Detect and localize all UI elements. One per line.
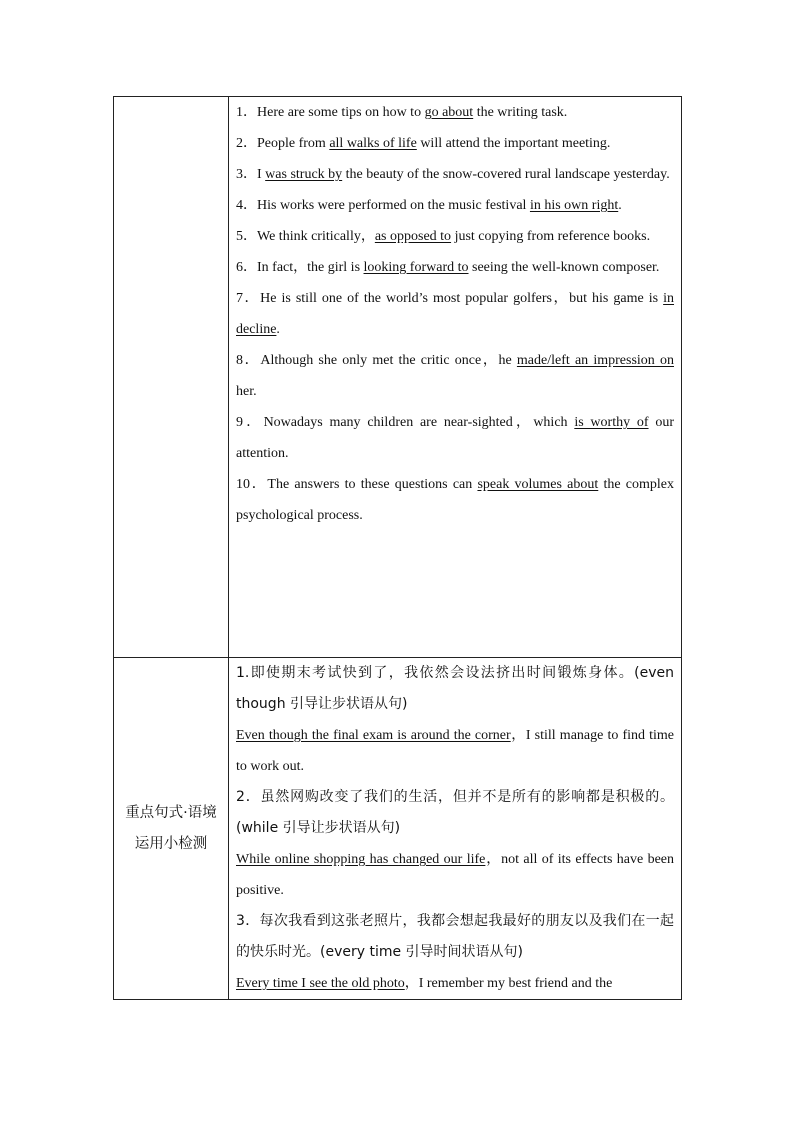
sentence-item-2-prompt xyxy=(236,782,674,844)
item-text: will attend the important meeting. xyxy=(416,136,611,151)
item-text: seeing the well-known composer. xyxy=(468,260,660,275)
item-number: 10． xyxy=(236,477,268,492)
item-text: He is still one of the world’s most popular golfers，but his game is xyxy=(260,291,664,306)
answer-phrase: looking forward to xyxy=(363,260,469,275)
answer-phrase: was struck by xyxy=(265,167,343,182)
answer-phrase: in decline xyxy=(236,291,675,337)
answer-phrase: speak volumes about xyxy=(477,477,599,492)
item-text: His works were performed on the music festival xyxy=(257,198,530,213)
item-text: just copying from reference books. xyxy=(451,229,651,244)
chinese-prompt: 1.即使期末考试快到了，我依然会设法挤出时间锻炼身体。 xyxy=(236,665,635,681)
item-text: I xyxy=(257,167,266,182)
item-text: People from xyxy=(257,136,330,151)
vocab-label-cell xyxy=(114,97,229,658)
item-text: our attention. xyxy=(236,415,674,461)
item-number: 3． xyxy=(236,167,257,182)
sentence-list xyxy=(236,658,674,999)
vocab-item-3 xyxy=(236,159,674,190)
vocab-item-1 xyxy=(236,97,674,128)
item-text: In fact，the girl is xyxy=(257,260,364,275)
item-text: the beauty of the snow-covered rural landscape yesterday. xyxy=(342,167,670,182)
item-number: 4． xyxy=(236,198,257,213)
answer-phrase: is worthy of xyxy=(574,415,649,430)
answer-phrase: in his own right xyxy=(529,198,619,213)
chinese-prompt: 3．每次我看到这张老照片，我都会想起我最好的朋友以及我们在一起的快乐时光。 xyxy=(236,913,674,960)
item-number: 5． xyxy=(236,229,257,244)
answer-clause: Even though the final exam is around the corner xyxy=(236,728,511,743)
answer-text: ，I still manage to find time to work out. xyxy=(236,728,674,774)
item-text: Nowadays many children are near-sighted，which xyxy=(263,415,575,430)
item-number: 2． xyxy=(236,136,257,151)
sentence-label-cell xyxy=(114,658,229,1000)
vocab-row xyxy=(114,97,682,658)
answer-phrase: as opposed to xyxy=(374,229,452,244)
answer-text: ，not all of its effects have been positive. xyxy=(236,852,674,898)
answer-phrase: go about xyxy=(424,105,474,120)
worksheet-table xyxy=(113,96,682,1000)
vocab-item-9 xyxy=(236,407,674,469)
sentence-item-1-answer xyxy=(236,720,674,782)
sentence-item-3-prompt xyxy=(236,906,674,968)
item-text: . xyxy=(618,198,622,213)
item-text: the complex psychological process. xyxy=(236,477,674,523)
item-text: We think critically， xyxy=(257,229,375,244)
vocab-item-10 xyxy=(236,469,674,531)
vocab-item-2 xyxy=(236,128,674,159)
item-text: Although she only met the critic once，he xyxy=(260,353,517,368)
sentence-content-cell xyxy=(229,658,682,1000)
answer-text: ，I remember my best friend and the xyxy=(404,976,613,991)
vocab-item-7 xyxy=(236,283,674,345)
sentence-item-3-answer xyxy=(236,968,674,999)
answer-clause: While online shopping has changed our life xyxy=(236,852,486,867)
grammar-hint: (even though 引导让步状语从句) xyxy=(236,665,674,712)
item-text: her. xyxy=(236,384,257,399)
vocab-list xyxy=(236,97,674,531)
item-number: 9． xyxy=(236,415,264,430)
vocab-item-6 xyxy=(236,252,674,283)
item-text: the writing task. xyxy=(473,105,568,120)
item-number: 1． xyxy=(236,105,257,120)
sentence-row xyxy=(114,658,682,1000)
grammar-hint: (while 引导让步状语从句) xyxy=(236,820,401,836)
item-number: 6． xyxy=(236,260,257,275)
answer-phrase: made/left an impression on xyxy=(516,353,674,368)
sentence-item-1-prompt xyxy=(236,658,674,720)
answer-phrase: all walks of life xyxy=(329,136,417,151)
section-label: 重点句式·语境运用小检测 xyxy=(125,804,217,852)
grammar-hint: (every time 引导时间状语从句) xyxy=(320,944,524,960)
vocab-item-8 xyxy=(236,345,674,407)
item-text: . xyxy=(276,322,280,337)
chinese-prompt: 2．虽然网购改变了我们的生活，但并不是所有的影响都是积极的。 xyxy=(236,789,674,805)
item-number: 8． xyxy=(236,353,261,368)
item-text: The answers to these questions can xyxy=(267,477,478,492)
vocab-content-cell xyxy=(229,97,682,658)
item-number: 7． xyxy=(236,291,261,306)
answer-clause: Every time I see the old photo xyxy=(236,976,405,991)
item-text: Here are some tips on how to xyxy=(257,105,425,120)
vocab-item-4 xyxy=(236,190,674,221)
vocab-item-5 xyxy=(236,221,674,252)
sentence-item-2-answer xyxy=(236,844,674,906)
